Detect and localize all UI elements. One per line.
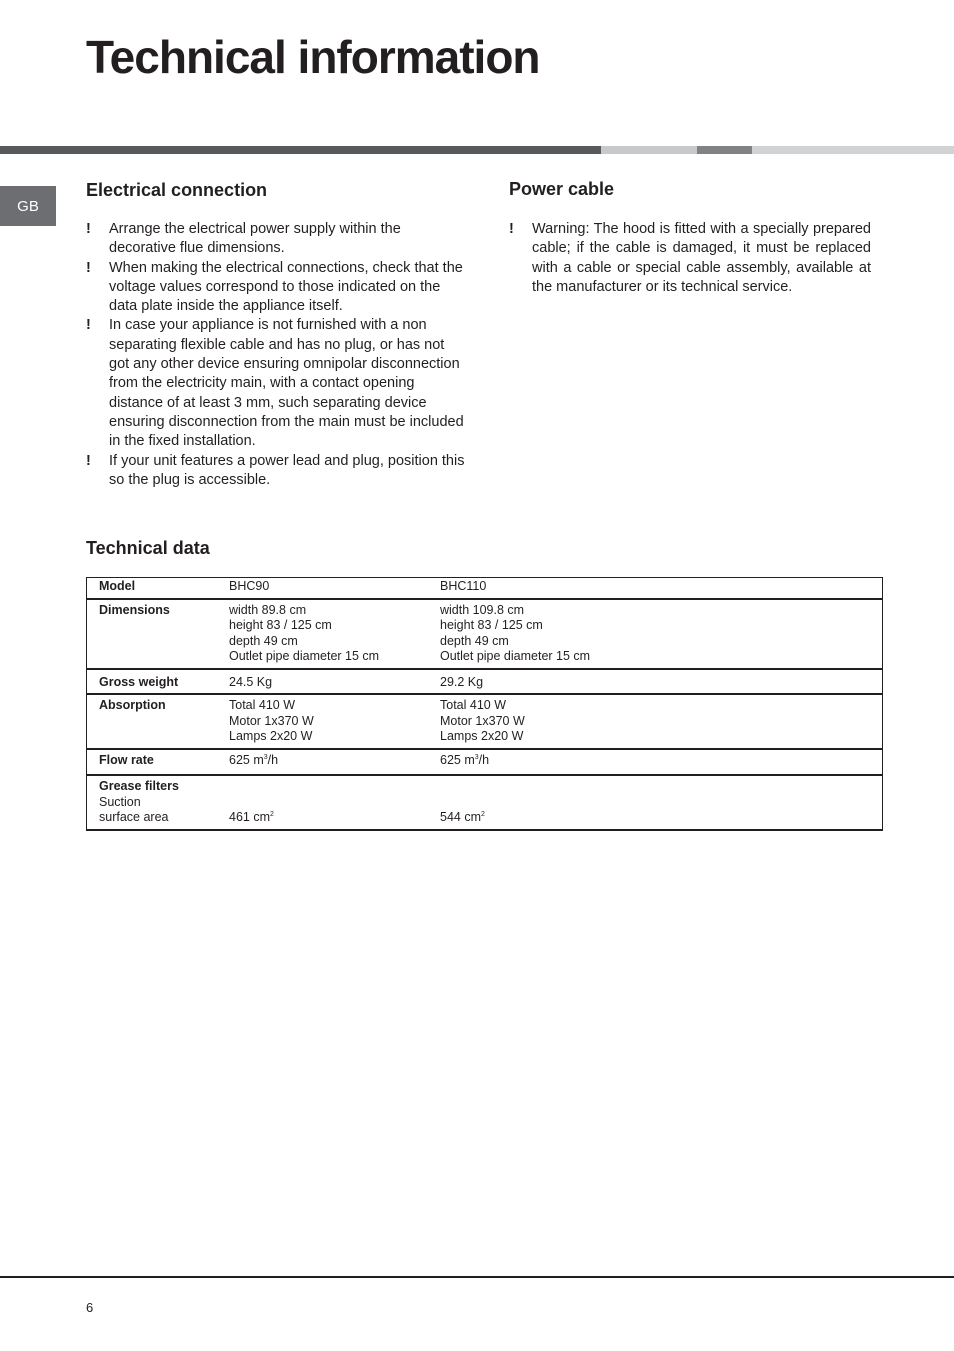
warning-bullet: ! [86, 317, 91, 334]
flow-rate-bhc110: 625 $m^3/h$ [440, 752, 490, 767]
list-item: ! When making the electrical connections, check that the voltage values correspond to those indicated on the data plate inside the appliance itself. [86, 259, 463, 315]
warning-bullet: ! [86, 259, 91, 276]
warning-bullet: ! [86, 452, 91, 469]
technical-data-table [86, 577, 883, 831]
grease-filters-bhc110: 544 $cm^2$ [440, 810, 485, 824]
gross-weight-bhc110: 29.2 Kg [440, 674, 484, 689]
list-item: ! If your unit features a power lead and plug, position this so the plug is accessible. [86, 452, 465, 488]
table-row-model [87, 578, 883, 599]
technical-data-heading: Technical data [86, 538, 210, 558]
electrical-connection-heading: Electrical connection [86, 180, 268, 200]
page-number: 6 [86, 1300, 94, 1315]
list-item: ! Warning: The hood is fitted with a specially prepared cable; if the cable is damaged, it must be replaced with a cable or special cable assembly, available at the manufacturer or its technical service. [509, 221, 871, 295]
header-rule-dark [0, 146, 601, 154]
power-cable-heading: Power cable [509, 179, 615, 199]
absorption-label: Absorption [99, 698, 166, 712]
grease-filters-bhc90: 461 $cm^2$ [229, 810, 274, 824]
table-row-dimensions [87, 599, 883, 669]
header-rule-mid [697, 146, 752, 154]
dimensions-bhc90: width 89.8 cm height 83 / 125 cm depth 49 cm Outlet pipe diameter 15 cm [229, 602, 380, 663]
table-row-grease-filters [87, 775, 883, 830]
table-row-flow-rate [87, 749, 883, 776]
table-row-gross-weight [87, 669, 883, 695]
flow-rate-bhc90: 625 $m^3/h$ [229, 752, 279, 767]
dimensions-bhc110: width 109.8 cm height 83 / 125 cm depth 49 cm Outlet pipe diameter 15 cm [440, 602, 591, 663]
absorption-bhc90: Total 410 W Motor 1x370 W Lamps 2x20 W [229, 698, 314, 743]
gross-weight-bhc90: 24.5 Kg [229, 674, 273, 689]
table-row-absorption [87, 694, 883, 749]
list-item: ! Arrange the electrical power supply within the decorative flue dimensions. [86, 221, 401, 257]
electrical-connection-list [86, 220, 466, 490]
dimensions-label: Dimensions [99, 602, 170, 617]
absorption-bhc110: Total 410 W Motor 1x370 W Lamps 2x20 W [440, 698, 525, 743]
header-rule-light [601, 146, 697, 154]
power-cable-list [509, 220, 871, 297]
language-tab: GB [0, 186, 56, 226]
warning-bullet: ! [509, 221, 514, 237]
header-rule-light-end [752, 146, 954, 154]
model-bhc110: BHC110 [440, 579, 487, 593]
footer-rule [0, 1276, 954, 1278]
gross-weight-label: Gross weight [99, 674, 179, 689]
model-label: Model [99, 579, 136, 593]
warning-bullet: ! [86, 221, 91, 237]
page-title: Technical information [86, 31, 540, 83]
grease-filters-label: Grease filters Suction surface area [99, 779, 179, 824]
model-bhc90: BHC90 [229, 579, 270, 593]
flow-rate-label: Flow rate [99, 752, 154, 767]
list-item: ! In case your appliance is not furnished with a non separating flexible cable and has no plug, or has not got any other device ensuring omnipolar disconnection from the electricity main, with a contact opening distance of at least 3 mm, such separating device ensuring disconnection from the main must be included in the fixed installation. [86, 317, 464, 450]
